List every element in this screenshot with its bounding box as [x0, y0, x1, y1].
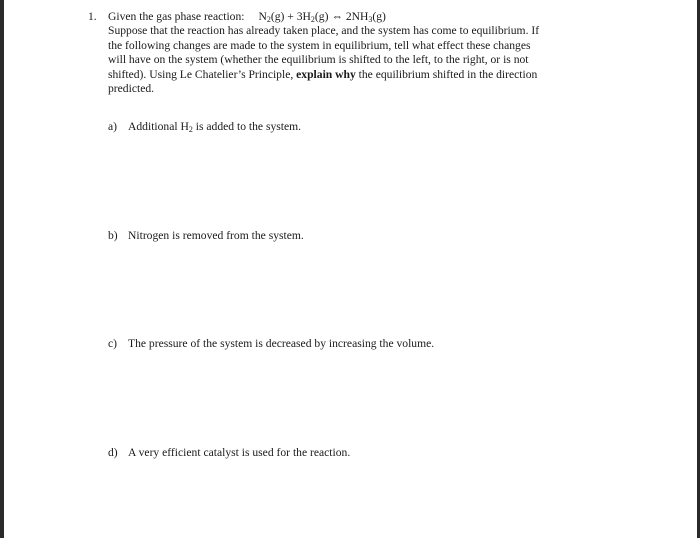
- part-d: d) A very efficient catalyst is used for the reaction.: [108, 446, 351, 459]
- part-c: c) The pressure of the system is decreased by increasing the volume.: [108, 337, 435, 350]
- question-line: predicted.: [108, 82, 155, 96]
- emphasis-explain-why: explain why: [296, 67, 356, 81]
- question-body: [108, 24, 628, 97]
- part-b: b) Nitrogen is removed from the system.: [108, 229, 304, 242]
- question-number: 1.: [88, 10, 97, 23]
- reaction-equation: $N_2(g) + 3H_2(g)$ ⇔ $2NH_3(g)$: [258, 10, 386, 24]
- question-intro: Given the gas phase reaction:: [108, 10, 245, 23]
- left-border: [0, 0, 4, 538]
- question-line: the following changes are made to the system in equilibrium, tell what effect these changes: [108, 38, 531, 52]
- question-line: will have on the system (whether the equilibrium is shifted to the left, to the right, or is not: [108, 53, 529, 67]
- part-a: a) Additional $H_2$ is added to the system.: [108, 120, 302, 134]
- question-line: Suppose that the reaction has already taken place, and the system has come to equilibrium. If: [108, 24, 540, 37]
- question-line: shifted). Using Le Chatelier’s Principle, explain why the equilibrium shifted in the direction: [108, 67, 538, 81]
- equilibrium-arrow-icon: ⇔: [331, 10, 343, 23]
- question-header: [108, 10, 386, 23]
